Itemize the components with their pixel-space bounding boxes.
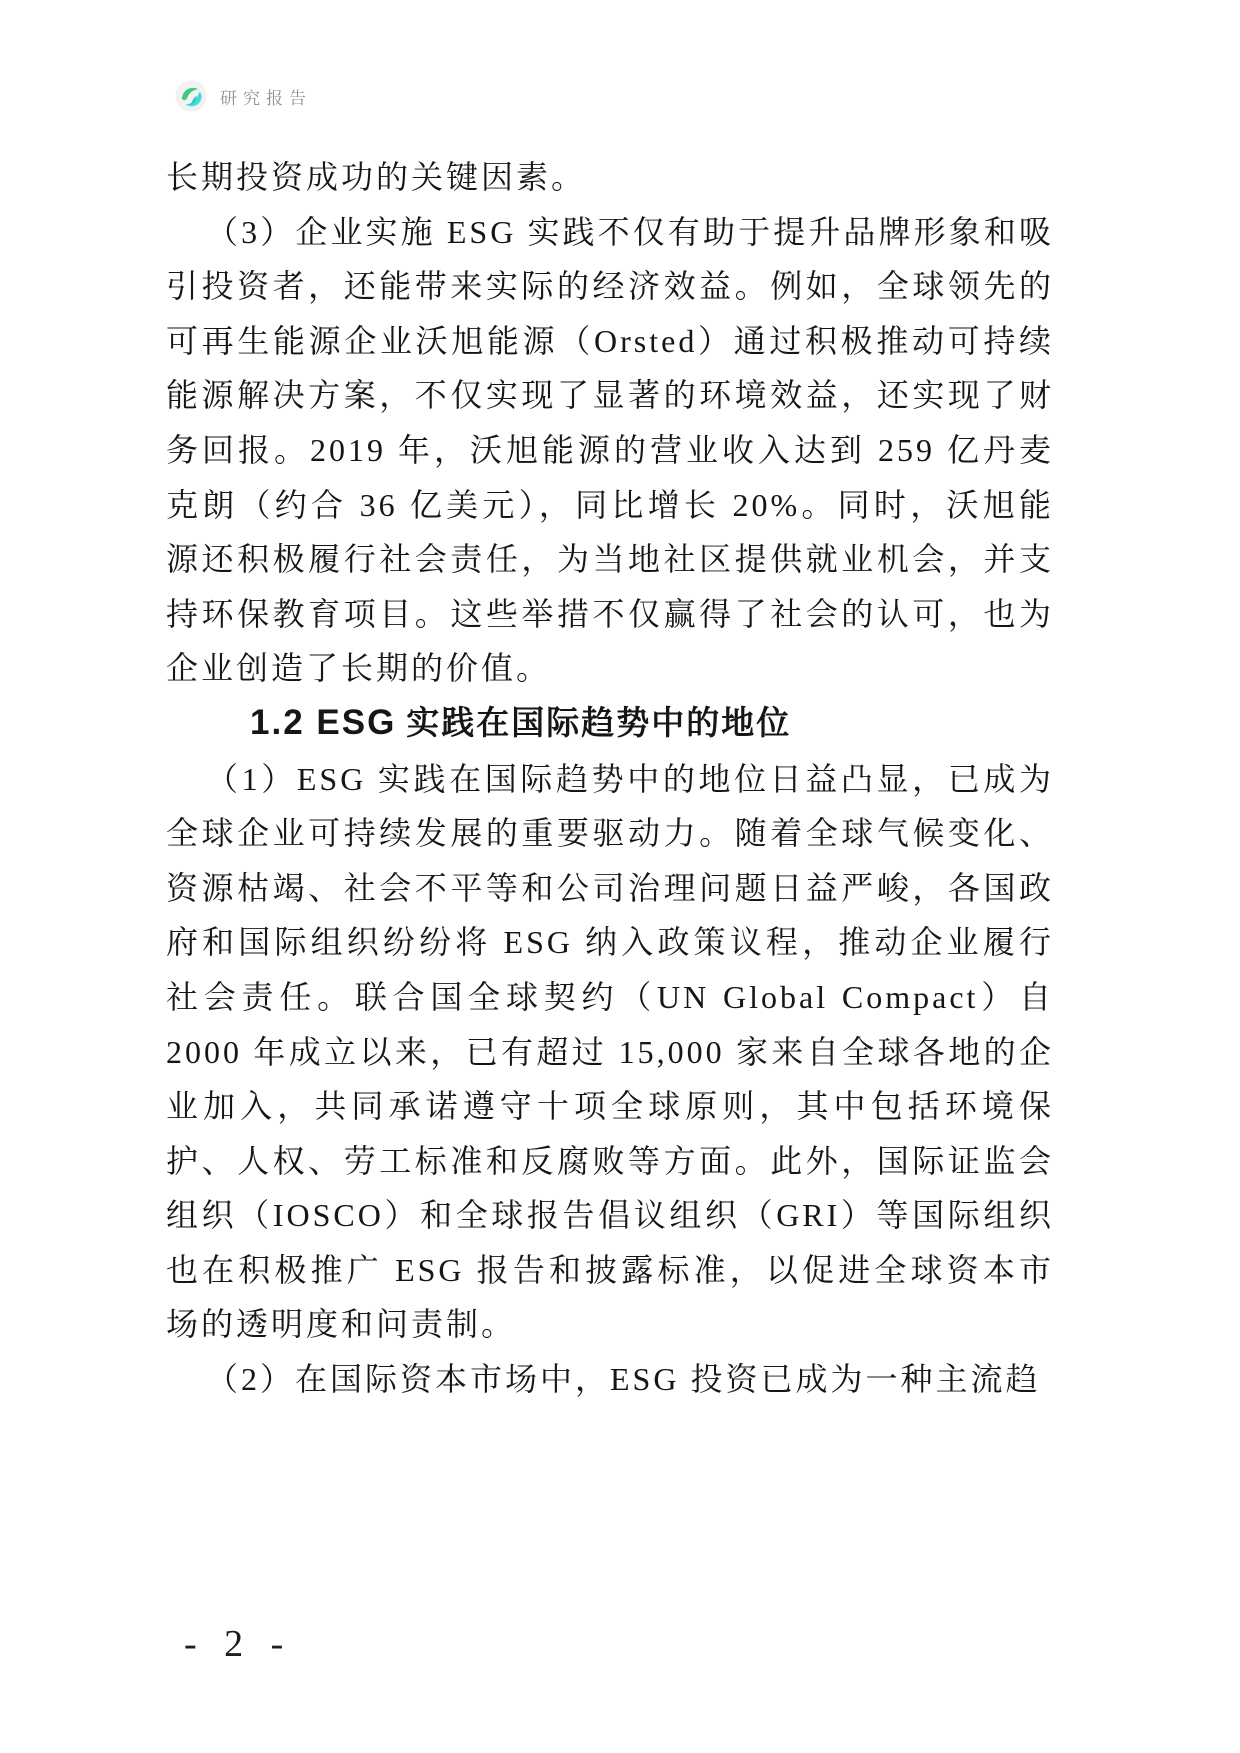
paragraph-carryover: 长期投资成功的关键因素。 (166, 159, 587, 195)
report-brand-header (174, 78, 312, 114)
page-number: - 2 - (184, 1623, 293, 1665)
document-body (166, 150, 1054, 1407)
section-heading-title: 实践在国际趋势中的地位 (406, 705, 792, 742)
section-heading-number: 1.2 ESG (250, 702, 397, 742)
section-heading-1-2 (166, 696, 1054, 752)
paragraph-point-2: （2）在国际资本市场中，ESG 投资已成为一种主流趋 (206, 1361, 1041, 1398)
brand-label: 研究报告 (220, 88, 312, 108)
brand-swirl-globe-icon (174, 79, 208, 113)
paragraph-point-3: （3）企业实施 ESG 实践不仅有助于提升品牌形象和吸引投资者，还能带来实际的经济效益。例如，全球领先的可再生能源企业沃旭能源（Orsted）通过积极推动可持续能源解决方案，不仅实现了显著的环境效益，还实现了财务回报。2019 年，沃旭能源的营业收入达到 259 亿丹麦克朗（约合 36 亿美元），同比增长 20%。同时，沃旭能源还积极履行社会责任，为当地社区提供就业机会，并支持环保教育项目。这些举措不仅赢得了社会的认可，也为企业创造了长期的价值。 (166, 213, 1054, 687)
paragraph-point-1: （1）ESG 实践在国际趋势中的地位日益凸显，已成为全球企业可持续发展的重要驱动力。随着全球气候变化、资源枯竭、社会不平等和公司治理问题日益严峻，各国政府和国际组织纷纷将 ESG 纳入政策议程，推动企业履行社会责任。联合国全球契约（UN Global Compact）自 2000 年成立以来，已有超过 15,000 家来自全球各地的企业加入，共同承诺遵守十项全球原则，其中包括环境保护、人权、劳工标准和反腐败等方面。此外，国际证监会组织（IOSCO）和全球报告倡议组织（GRI）等国际组织也在积极推广 ESG 报告和披露标准，以促进全球资本市场的透明度和问责制。 (166, 760, 1054, 1343)
page-footer (184, 1622, 292, 1666)
